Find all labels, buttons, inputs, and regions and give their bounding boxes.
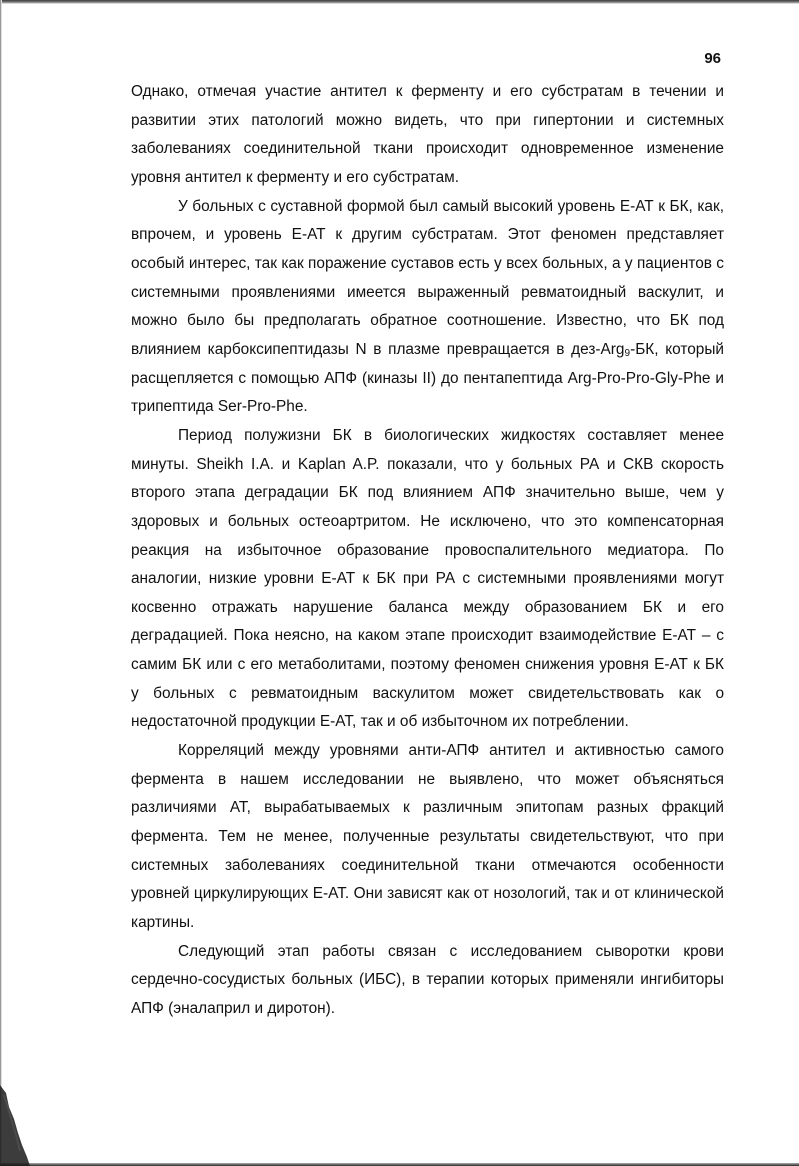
paragraph-1: Однако, отмечая участие антител к ферменту и его субстратам в течении и развитии этих патологий можно видеть, что при гипертонии и системных заболеваниях соединительной ткани происходит одновременное изменение уровня антител к ферменту и его субстратам. [131, 83, 724, 186]
paragraph-3: Период полужизни БК в биологических жидкостях составляет менее минуты. Sheikh I.A. и Kaplan A.P. показали, что у больных РА и СКВ скорость второго этапа деградации БК под влиянием АПФ значительно выше, чем у здоровых и больных остеоартритом. Не исключено, что это компенсаторная реакция на избыточное образование провоспалительного медиатора. По аналогии, низкие уровни Е-АТ к БК при РА с системными проявлениями могут косвенно отражать нарушение баланса между образованием БК и его деградацией. Пока неясно, на каком этапе происходит взаимодействие Е-АТ – с самим БК или с его метаболитами, поэтому феномен снижения уровня Е-АТ к БК у больных с ревматоидным васкулитом может свидетельствовать как о недостаточной продукции Е-АТ, так и об избыточном их потреблении. [131, 426, 724, 731]
paragraph-4: Корреляций между уровнями анти-АПФ антител и активностью самого фермента в нашем исследовании не выявлено, что может объясняться различиями АТ, вырабатываемых к различным эпитопам разных фракций фермента. Тем не менее, полученные результаты свидетельствуют, что при системных заболеваниях соединительной ткани отмечаются особенности уровней циркулирующих Е-АТ. Они зависят как от нозологий, так и от клинической картины. [131, 742, 724, 932]
scan-edge-top [0, 0, 799, 4]
page-number: 96 [704, 50, 721, 67]
scan-smudge-mark [0, 1085, 30, 1166]
paragraph-2-text-start: У больных с суставной формой был самый высокий уровень Е-АТ к БК, как, впрочем, и уровень Е-АТ к другим субстратам. Этот феномен представляет особый интерес, так как поражение суставов есть у всех больных, а у пациентов с системными проявлениями имеется выраженный ревматоидный васкулит, и можно было бы предполагать обратное соотношение. Известно, что БК под влиянием карбоксипептидазы N в плазме превращается в дез-Arg [131, 197, 724, 358]
document-body [131, 78, 724, 1024]
paragraph-2-subscript: 9 [624, 347, 631, 359]
paragraph-2-text-end: -БК, который расщепляется с помощью АПФ (киназы II) до пентапептида Arg-Pro-Pro-Gly-Phe и трипептида Ser-Pro-Phe. [131, 340, 724, 416]
paragraph-2 [131, 193, 724, 422]
scan-edge-left [0, 0, 2, 1166]
paragraph-5: Следующий этап работы связан с исследованием сыворотки крови сердечно-сосудистых больных (ИБС), в терапии которых применяли ингибиторы АПФ (эналаприл и диротон). [131, 942, 724, 1017]
